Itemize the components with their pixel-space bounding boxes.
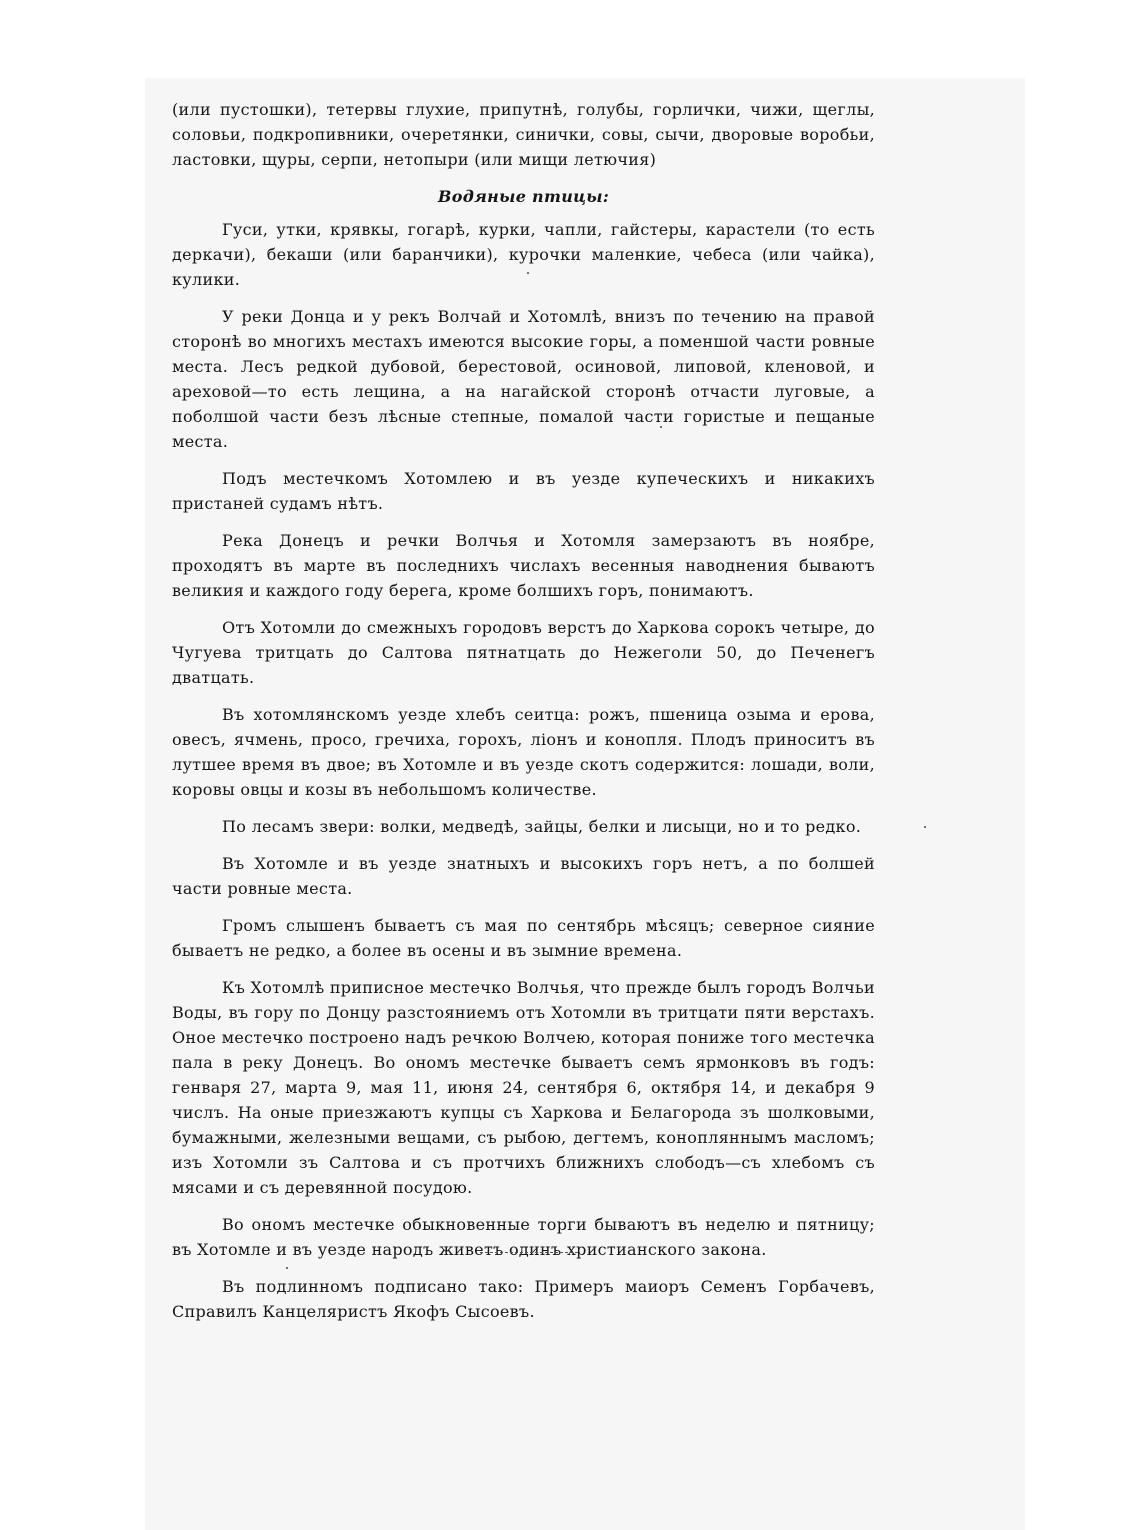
paragraph-signature: Въ подлинномъ подписано тако: Примеръ маиоръ Семенъ Горбачевъ, Справилъ Канцеляристъ Якофъ Сысоевъ.: [172, 1277, 875, 1321]
section-heading-water-birds: Водяные птицы:: [437, 187, 610, 206]
paragraph-distances: Отъ Хотомли до смежныхъ городовъ верстъ до Харкова сорокъ четыре, до Чугуева тритцать до Салтова пятнатцать до Нежеголи 50, до Печенегъ дватцать.: [172, 618, 875, 687]
paragraph-trade: Во ономъ местечке обыкновенные торги бываютъ въ неделю и пятницу; въ Хотомле и въ уезде народъ живетъ одинъ христианского закона.: [172, 1215, 875, 1259]
scan-speck: [286, 1267, 288, 1269]
paragraph-animals: По лесамъ звери: волки, медведѣ, зайцы, белки и лисыци, но и то редко.: [222, 817, 862, 836]
paragraph-agriculture: Въ хотомлянскомъ уезде хлебъ сеитца: рожъ, пшеница озыма и ерова, овесъ, ячмень, просо, гречиха, горохъ, ліонъ и конопля. Плодъ приноситъ въ лутшее время въ двое; въ Хотомле и въ уезде скотъ содержится: лошади, воли, коровы овцы и козы въ небольшомъ количестве.: [172, 705, 875, 799]
paragraph-birds-list: (или пустошки), тетервы глухие, припутнѣ, голубы, горлички, чижи, щеглы, соловьи, подкропивники, очеретянки, синички, совы, сычи, дворовые воробьи, ластовки, щуры, серпи, нетопыри (или мищи летючия): [172, 100, 875, 169]
paragraph-volchya-town: Къ Хотомлѣ приписное местечко Волчья, что прежде былъ городъ Волчьи Воды, въ гору по Донцу разстояниемъ отъ Хотомли въ тритцати пяти верстахъ. Оное местечко построено надъ речкою Волчею, которая пониже того местечка пала в реку Донецъ. Во ономъ местечке бываетъ семъ ярмонковъ въ годъ: генваря 27, марта 9, мая 11, июня 24, сентября 6, октября 14, и декабря 9 числъ. На оные приезжаютъ купцы съ Харкова и Белагорода зъ шолковыми, бумажными, железными вещами, съ рыбою, дегтемъ, конопляннымъ масломъ; изъ Хотомли зъ Салтова и съ протчихъ ближнихъ слободъ—съ хлебомъ съ мясами и съ деревянной посудою.: [172, 978, 875, 1197]
scan-speck: [660, 426, 662, 428]
paragraph-mountains: Въ Хотомле и въ уезде знатныхъ и высокихъ горъ нетъ, а по болшей части ровные места.: [172, 854, 875, 898]
scan-speck: [924, 826, 926, 828]
paragraph-weather: Громъ слышенъ бываетъ съ мая по сентябрь мѣсяцъ; северное сияние бываетъ не редко, а более въ осены и въ зымние времена.: [172, 916, 875, 960]
document-body: [172, 97, 875, 1336]
paragraph-harbors: Подъ местечкомъ Хотомлею и въ уезде купеческихъ и никакихъ пристаней судамъ нѣтъ.: [172, 469, 875, 513]
paragraph-water-birds: Гуси, утки, крявкы, гогарѣ, курки, чапли, гайстеры, карастели (то есть деркачи), бекаши (или баранчики), курочки маленкие, чебеса (или чайка), кулики.: [172, 220, 875, 289]
paragraph-terrain: У реки Донца и у рекъ Волчай и Хотомлѣ, внизъ по течению на правой сторонѣ во многихъ местахъ имеются высокие горы, а поменшой части ровные места. Лесъ редкой дубовой, берестовой, осиновой, липовой, кленовой, и ареховой—то есть лещина, а на нагайской сторонѣ отчасти луговые, а поболшой части безъ лѣсные степные, помалой части гористые и пещаные места.: [172, 307, 875, 451]
paragraph-rivers: Река Донецъ и речки Волчья и Хотомля замерзаютъ въ ноябре, проходятъ въ марте въ последнихъ числахъ весенныя наводнения бываютъ великия и каждого году берега, кроме болшихъ горъ, понимаютъ.: [172, 531, 875, 600]
scan-speck: [527, 272, 529, 274]
end-divider: [480, 1252, 578, 1253]
